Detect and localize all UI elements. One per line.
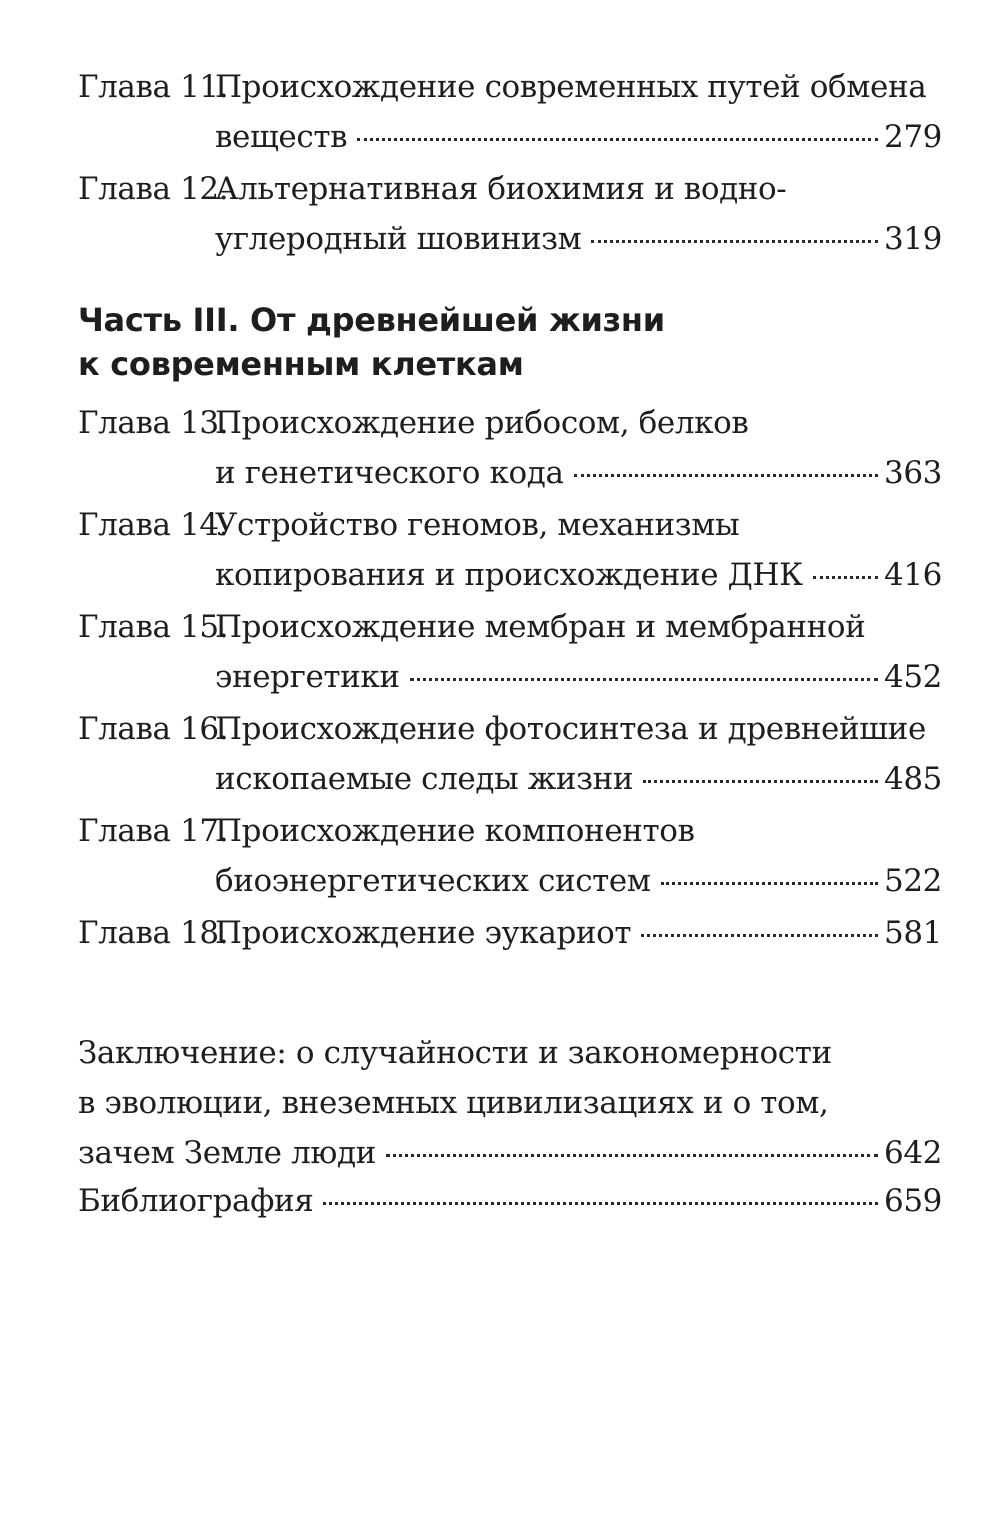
part-title <box>78 298 942 386</box>
dot-leader <box>661 882 878 885</box>
dot-leader <box>641 934 878 937</box>
chapter-label: Глава 13. <box>78 405 229 441</box>
page-number: 279 <box>884 119 942 155</box>
chapter-title-line: биоэнергетических систем <box>215 863 651 899</box>
toc-entry-conclusion[interactable] <box>78 1028 942 1178</box>
page-number: 522 <box>884 863 942 899</box>
dot-leader <box>591 240 878 243</box>
page-number: 363 <box>884 455 942 491</box>
chapter-label: Глава 18. <box>78 915 229 951</box>
conclusion-title-line: зачем Земле люди <box>78 1135 376 1171</box>
page-number: 642 <box>884 1135 942 1171</box>
page-number: 416 <box>884 557 942 593</box>
chapter-title-line: Происхождение современных путей обмена <box>215 69 927 105</box>
dot-leader <box>643 780 878 783</box>
part-title-line: Часть III. От древнейшей жизни <box>78 301 665 339</box>
page-number: 452 <box>884 659 942 695</box>
chapter-title-line: энергетики <box>215 659 400 695</box>
chapter-title-line: Устройство геномов, механизмы <box>215 507 740 543</box>
chapter-title-line: копирования и происхождение ДНК <box>215 557 803 593</box>
chapter-title-line: Происхождение компонентов <box>215 813 695 849</box>
page-number: 319 <box>884 221 942 257</box>
toc-entry-bibliography[interactable] <box>78 1176 942 1226</box>
chapter-title-line: веществ <box>215 119 348 155</box>
dot-leader <box>410 678 878 681</box>
page-number: 485 <box>884 761 942 797</box>
conclusion-title-line: в эволюции, внеземных цивилизациях и о том, <box>78 1085 829 1121</box>
page-number: 659 <box>884 1183 942 1219</box>
chapter-title-line: Происхождение рибосом, белков <box>215 405 749 441</box>
dot-leader <box>323 1202 878 1205</box>
page-number: 581 <box>884 915 942 951</box>
chapter-title-line: углеродный шовинизм <box>215 221 582 257</box>
chapter-label: Глава 16. <box>78 711 229 747</box>
chapter-title-line: и генетического кода <box>215 455 564 491</box>
chapter-title-line: Альтернативная биохимия и водно- <box>215 171 787 207</box>
chapter-title-line: ископаемые следы жизни <box>215 761 634 797</box>
dot-leader <box>386 1154 878 1157</box>
dot-leader <box>813 576 878 579</box>
chapter-label: Глава 12. <box>78 171 229 207</box>
chapter-label: Глава 11. <box>78 69 229 105</box>
dot-leader <box>357 138 878 141</box>
bibliography-title: Библиография <box>78 1183 314 1219</box>
chapter-label: Глава 14. <box>78 507 229 543</box>
conclusion-title-line: Заключение: о случайности и закономерности <box>78 1035 832 1071</box>
dot-leader <box>574 474 878 477</box>
chapter-label: Глава 15. <box>78 609 229 645</box>
chapter-title-line: Происхождение эукариот <box>215 915 632 951</box>
part-title-line: к современным клеткам <box>78 345 524 383</box>
chapter-label: Глава 17. <box>78 813 229 849</box>
chapter-title-line: Происхождение мембран и мембранной <box>215 609 866 645</box>
chapter-title-line: Происхождение фотосинтеза и древнейшие <box>215 711 926 747</box>
